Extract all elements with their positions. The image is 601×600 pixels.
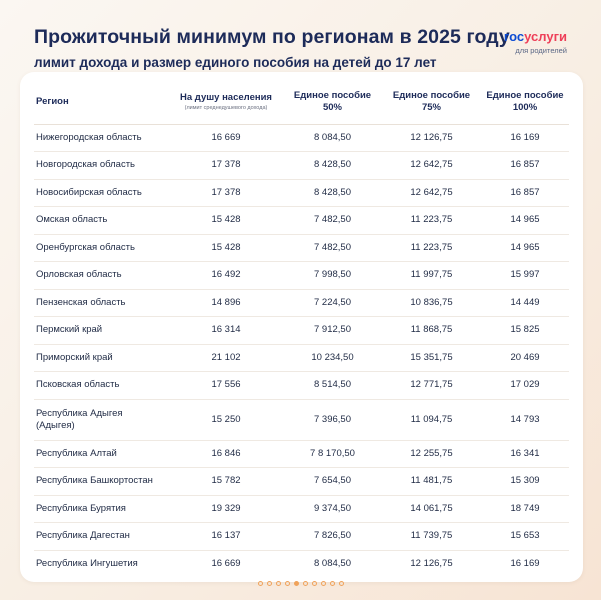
cell-region: Нижегородская область — [34, 124, 169, 152]
column-header-benefit-75 — [382, 80, 481, 124]
region-name-line1: Республика Адыгея — [36, 407, 123, 419]
table-row — [34, 152, 569, 180]
table-row — [34, 124, 569, 152]
cell-benefit-50: 10 234,50 — [283, 344, 382, 372]
cell-benefit-100: 14 965 — [481, 234, 569, 262]
cell-benefit-50: 7 654,50 — [283, 468, 382, 496]
cell-per-capita: 17 378 — [169, 152, 283, 180]
carousel-pagination — [0, 581, 601, 589]
table-row — [34, 317, 569, 345]
cell-benefit-75: 12 771,75 — [382, 372, 481, 400]
cell-per-capita: 15 250 — [169, 399, 283, 440]
page-subtitle: лимит дохода и размер единого пособия на детей до 17 лет — [34, 55, 437, 70]
benefit-75-percent: 75% — [421, 101, 441, 113]
table-row — [34, 372, 569, 400]
cell-region: Оренбургская область — [34, 234, 169, 262]
cell-benefit-75: 10 836,75 — [382, 289, 481, 317]
cell-region: Республика Дагестан — [34, 523, 169, 551]
column-header-benefit-50 — [283, 80, 382, 124]
column-header-benefit-100 — [481, 80, 569, 124]
cell-per-capita: 17 556 — [169, 372, 283, 400]
cell-per-capita: 16 669 — [169, 124, 283, 152]
cell-per-capita: 16 846 — [169, 440, 283, 468]
cell-benefit-100: 15 309 — [481, 468, 569, 496]
header — [34, 26, 571, 74]
table-row — [34, 344, 569, 372]
cell-benefit-75: 12 126,75 — [382, 124, 481, 152]
benefit-100-percent: 100% — [512, 101, 538, 113]
cell-region: Пензенская область — [34, 289, 169, 317]
cell-per-capita: 15 428 — [169, 207, 283, 235]
cell-benefit-100: 16 857 — [481, 152, 569, 180]
cell-region: Республика Ингушетия — [36, 558, 138, 569]
cell-benefit-50: 7 8 170,50 — [283, 440, 382, 468]
pagination-dot[interactable] — [267, 581, 272, 586]
cell-region — [34, 399, 169, 440]
cell-benefit-75: 11 223,75 — [382, 207, 481, 235]
cell-per-capita: 19 329 — [169, 495, 283, 523]
cell-benefit-100: 18 749 — [481, 495, 569, 523]
cell-per-capita: 15 428 — [169, 234, 283, 262]
column-header-region: Регион — [34, 80, 169, 124]
cell-benefit-75: 11 481,75 — [382, 468, 481, 496]
cell-benefit-50: 7 396,50 — [283, 399, 382, 440]
pagination-dot[interactable] — [330, 581, 335, 586]
table-row — [34, 523, 569, 551]
logo-text-gos: гос — [503, 29, 525, 44]
cell-benefit-100: 16 857 — [481, 179, 569, 207]
cell-benefit-75: 11 868,75 — [382, 317, 481, 345]
cell-benefit-50: 8 514,50 — [283, 372, 382, 400]
cell-per-capita: 15 782 — [169, 468, 283, 496]
cell-region: Новгородская область — [34, 152, 169, 180]
cell-benefit-75: 11 997,75 — [382, 262, 481, 290]
cell-region: Псковская область — [34, 372, 169, 400]
cell-benefit-100: 14 793 — [481, 399, 569, 440]
cell-benefit-100: 20 469 — [481, 344, 569, 372]
cell-benefit-50: 7 998,50 — [283, 262, 382, 290]
cell-benefit-75: 15 351,75 — [382, 344, 481, 372]
cell-benefit-75: 14 061,75 — [382, 495, 481, 523]
pagination-dot[interactable] — [321, 581, 326, 586]
cell-benefit-75: 12 642,75 — [382, 152, 481, 180]
page-title: Прожиточный минимум по регионам в 2025 году — [34, 26, 510, 48]
cell-benefit-50: 8 084,50 — [283, 124, 382, 152]
cell-benefit-100: 16 169 — [481, 124, 569, 152]
logo-text-uslugi: услуги — [524, 29, 567, 44]
cell-region: Республика Башкортостан — [34, 468, 169, 496]
cell-region: Пермский край — [34, 317, 169, 345]
benefit-50-label: Единое пособие — [293, 89, 372, 101]
pagination-dot[interactable] — [258, 581, 263, 586]
benefit-75-label: Единое пособие — [392, 89, 471, 101]
cell-benefit-100: 15 997 — [481, 262, 569, 290]
cell-benefit-100: 15 825 — [481, 317, 569, 345]
cell-region: Омская область — [34, 207, 169, 235]
table-header-row — [34, 80, 569, 124]
pagination-dot-active[interactable] — [294, 581, 299, 586]
table-row — [34, 399, 569, 440]
cell-benefit-75: 11 094,75 — [382, 399, 481, 440]
cell-per-capita: 16 669 — [211, 558, 241, 569]
regions-table — [34, 80, 569, 578]
cell-benefit-50: 9 374,50 — [283, 495, 382, 523]
region-name-line2: (Адыгея) — [36, 419, 75, 431]
benefit-50-percent: 50% — [322, 101, 342, 113]
cell-region: Орловская область — [34, 262, 169, 290]
cell-benefit-75: 12 126,75 — [410, 558, 453, 569]
per-capita-label: На душу населения — [180, 91, 272, 103]
pagination-dot[interactable] — [285, 581, 290, 586]
table-row — [34, 262, 569, 290]
cell-benefit-50: 7 482,50 — [283, 234, 382, 262]
cell-per-capita: 16 137 — [169, 523, 283, 551]
table-row — [34, 550, 569, 578]
cell-benefit-50: 8 084,50 — [314, 558, 351, 569]
cell-per-capita: 16 314 — [169, 317, 283, 345]
cell-benefit-100: 14 965 — [481, 207, 569, 235]
cell-benefit-50: 8 428,50 — [283, 179, 382, 207]
cell-benefit-100: 15 653 — [481, 523, 569, 551]
cell-benefit-50: 7 912,50 — [283, 317, 382, 345]
table-row — [34, 468, 569, 496]
table-row — [34, 207, 569, 235]
table-row — [34, 179, 569, 207]
cell-benefit-75: 11 739,75 — [382, 523, 481, 551]
table-row — [34, 234, 569, 262]
cell-benefit-50: 7 826,50 — [283, 523, 382, 551]
cell-benefit-100: 16 169 — [510, 558, 540, 569]
cell-benefit-100: 17 029 — [481, 372, 569, 400]
benefit-100-label: Единое пособие — [486, 89, 564, 101]
pagination-dot[interactable] — [303, 581, 308, 586]
logo-subtitle: для родителей — [515, 46, 567, 55]
cell-benefit-50: 7 482,50 — [283, 207, 382, 235]
table-row — [34, 495, 569, 523]
column-header-per-capita — [169, 80, 283, 124]
cell-region: Новосибирская область — [34, 179, 169, 207]
table-row — [34, 440, 569, 468]
cell-benefit-50: 7 224,50 — [283, 289, 382, 317]
table-row — [34, 289, 569, 317]
cell-benefit-50: 8 428,50 — [283, 152, 382, 180]
per-capita-note: (лимит среднедушевого дохода) — [184, 104, 268, 111]
cell-benefit-100: 14 449 — [481, 289, 569, 317]
cell-per-capita: 21 102 — [169, 344, 283, 372]
cell-region: Республика Бурятия — [34, 495, 169, 523]
cell-benefit-75: 11 223,75 — [382, 234, 481, 262]
cell-benefit-75: 12 642,75 — [382, 179, 481, 207]
pagination-dot[interactable] — [312, 581, 317, 586]
cell-region: Приморский край — [34, 344, 169, 372]
pagination-dot[interactable] — [339, 581, 344, 586]
cell-region: Республика Алтай — [34, 440, 169, 468]
pagination-dot[interactable] — [276, 581, 281, 586]
cell-benefit-75: 12 255,75 — [382, 440, 481, 468]
table-card — [20, 72, 583, 582]
cell-benefit-100: 16 341 — [481, 440, 569, 468]
cell-per-capita: 16 492 — [169, 262, 283, 290]
cell-per-capita: 14 896 — [169, 289, 283, 317]
cell-per-capita: 17 378 — [169, 179, 283, 207]
gosuslugi-logo — [504, 30, 567, 55]
